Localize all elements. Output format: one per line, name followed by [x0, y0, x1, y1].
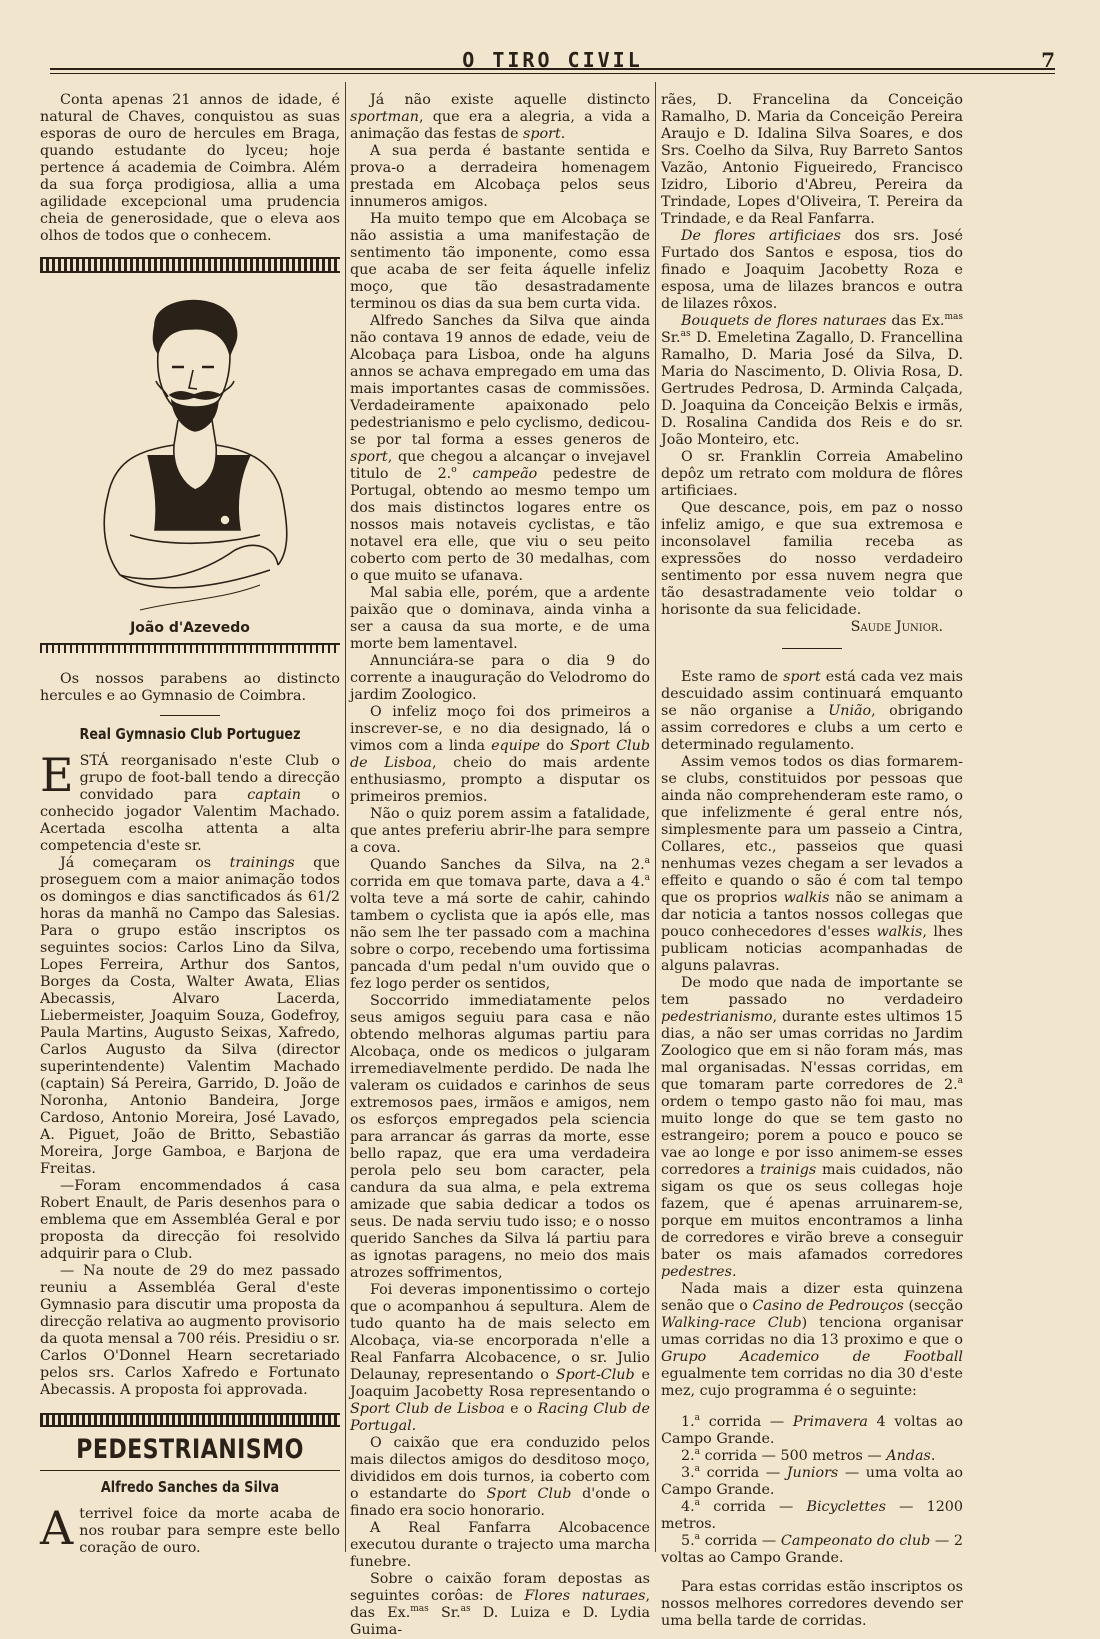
article-heading: Alfredo Sanches da Silva: [100, 1478, 280, 1496]
paragraph: rães, D. Francelina da Conceição Ramalho, D. Maria da Conceição Pereira Araujo e D. Idalina Silva Soares, e dos Srs. Coelho da Silva, Ruy Barreto Santos Vazão, Antonio Figueiredo, Francisco Izidro, Liborio d'Abreu, Pereira da Trindade, Lopes d'Oliveira, T. Pereira da Trindade, e da Real Fanfarra.: [661, 92, 963, 227]
paragraph: De modo que nada de importante se tem passado no verdadeiro pedestrianismo, durante estes ultimos 15 dias, a não ser umas corridas no Jardim Zoologico que em si não foram más, mas mal organisadas. N'essas corridas, em que tomaram parte corredores de 2.$^a$ ordem o tempo gasto não foi mau, mas muito longe do que se tem gasto no estrangeiro; porem a pouco e pouco se vae ao longe e por isso animem-se esses corredores a trainigs mais cuidados, não sigam os que os seus collegas hoje fazem, que é apenas arruinarem-se, porque em muitos encontramos a linha de corredores e virão breve a conseguir bater os mais afamados corredores pedestres.: [661, 975, 964, 1280]
paragraph: Soccorrido immediatamente pelos seus amigos seguiu para casa e não obtendo melhoras algumas partiu para Alcobaça, onde os medicos o julgaram irremediavelmente perdido. De nada lhe valeram os cuidados e carinhos de seus extremosos paes, irmãos e amigos, nem os esforços empregados pela sciencia para arrancar ás garras da morte, esse bello rapaz, que era uma verdadeira perola pelo seu bom caracter, pela candura da sua alma, e pela extrema amizade que sabia dedicar a todos os seus. De nada serviu tudo isso; e o nosso querido Sanches da Silva lá partiu para as ignotas paragens, no meio dos mais atrozes soffrimentos,: [350, 993, 650, 1281]
newspaper-title: O TIRO CIVIL: [462, 48, 643, 72]
short-rule: [160, 715, 220, 716]
drop-cap: E: [40, 748, 74, 802]
paragraph: Conta apenas 21 annos de idade, é natural de Chaves, conquistou as suas esporas de ouro de hercules em Braga, quando estudante do lyceu; hoje pertence á academia de Coimbra. Além da sua força prodigiosa, allia a uma agilidade excepcional uma prudencia cheia de generosidade, que o eleva aos olhos de todos que o conhecem.: [40, 92, 340, 244]
paragraph: De flores artificiaes dos srs. José Furtado dos Santos e esposa, tios do finado e Joaquim Jacobetty Roza e esposa, uma de lilazes brancos e outra de lilazes rôxos.: [661, 228, 964, 312]
race-item: 3.$^a$ corrida — Juniors — uma volta ao Campo Grande.: [661, 1464, 964, 1498]
paragraph: A sua perda é bastante sentida e prova-o a derradeira homenagem prestada em Alcobaça pelos seus innumeros amigos.: [350, 143, 650, 210]
paragraph: Alfredo Sanches da Silva que ainda não contava 19 annos de edade, veiu de Alcobaça para Lisboa, onde ha alguns annos se achava empregado em uma das mais importantes casas de commissões. Verdadeiramente apaixonado pelo pedestrianismo e pelo cyclismo, dedicou-se por tal forma a esses generos de sport, que chegou a alcançar o invejavel titulo de 2.$^o$ campeão pedestre de Portugal, obtendo ao mesmo tempo um dos mais distinctos logares entre os nossos mais notaveis cyclistas, e tão notavel era elle, que viu o seu peito coberto com perto de 30 medalhas, com o que muito se ufanava.: [350, 313, 651, 584]
portrait-illustration: [60, 285, 320, 620]
paragraph: Annunciára-se para o dia 9 do corrente a inauguração do Velodromo do jardim Zoologico.: [350, 653, 650, 703]
section-heading: Real Gymnasio Club Portuguez: [79, 725, 301, 743]
ornament-divider: [40, 643, 340, 653]
column-3: [661, 92, 963, 1630]
race-program-list: [661, 1414, 963, 1567]
race-item: 5.$^a$ corrida — Campeonato do club — 2 voltas ao Campo Grande.: [661, 1532, 963, 1566]
heading-rule: [40, 1470, 340, 1471]
column-divider: [345, 82, 346, 1552]
paragraph: O infeliz moço foi dos primeiros a inscrever-se, e no dia designado, lá o vimos com a linda equipe do Sport Club de Lisboa, cheio do mais ardente enthusiasmo, prompto a disputar os primeiros premios.: [350, 704, 650, 805]
man-portrait-icon: [60, 285, 320, 620]
paragraph: Os nossos parabens ao distincto hercules e ao Gymnasio de Coimbra.: [40, 671, 340, 704]
paragraph: Foi deveras imponentissimo o cortejo que o acompanhou á sepultura. Alem de tudo quanto ha de mais selecto em Alcobaça, via-se encorporada n'elle a Real Fanfarra Alcobacence, o sr. Julio Delaunay, representando o Sport-Club e Joaquim Jacobetty Rosa representando o Sport Club de Lisboa e o Racing Club de Portugal.: [350, 1282, 650, 1434]
race-item: 4.$^a$ corrida — Bicyclettes — 1200 metros.: [661, 1498, 963, 1532]
paragraph: Mal sabia elle, porém, que a ardente paixão que o dominava, ainda vinha a ser a causa da sua morte, e de uma morte bem lamentavel.: [350, 585, 650, 652]
page-number: 7: [1041, 48, 1055, 72]
signature: Saude Junior.: [850, 619, 943, 635]
paragraph: O caixão que era conduzido pelos mais dilectos amigos do desditoso moço, divididos em dois turnos, ia coberto com o estandarte do Sport Club d'onde o finado era socio honorario.: [350, 1435, 650, 1519]
paragraph: Que descance, pois, em paz o nosso infeliz amigo, e que sua extremosa e inconsolavel familia receba as expressões do nosso verdadeiro sentimento por essa nuvem negra que tão desastradamente veio toldar o horisonte da sua felicidade.: [661, 500, 963, 618]
paragraph: —Foram encommendados á casa Robert Enault, de Paris desenhos para o emblema que em Assembléa Geral e por proposta da direcção foi resolvido adquirir para o Club.: [40, 1178, 340, 1262]
paragraph: Ha muito tempo que em Alcobaça se não assistia a uma manifestação de sentimento tão imponente, como essa que acaba de ser feita áquelle infeliz moço, que tão desastradamente terminou os dias da sua bem curta vida.: [350, 211, 650, 312]
race-item: 2.$^a$ corrida — 500 metros — Andas.: [681, 1447, 936, 1464]
column-2: [350, 92, 650, 1639]
paragraph: Já não existe aquelle distincto sportman, que era a alegria, a vida a animação das festas de sport.: [350, 92, 650, 142]
drop-cap: A: [40, 1501, 74, 1555]
short-rule: [782, 648, 842, 649]
paragraph: Sobre o caixão foram depostas as seguintes corôas: de Flores naturaes, das Ex.$^{mas}$ Sr.$^{as}$ D. Luiza e D. Lydia Guima-: [350, 1571, 650, 1638]
paragraph: Bouquets de flores naturaes das Ex.$^{mas}$ Sr.$^{as}$ D. Emeletina Zagallo, D. Francellina Ramalho, D. Maria José da Silva, D. Maria do Nascimento, D. Olivia Rosa, D. Gertrudes Pedrosa, D. Arminda Calçada, D. Joaquina da Conceição Belxis e irmãs, D. Rosalina Candida dos Reis e do sr. João Monteiro, etc.: [661, 312, 963, 448]
header-rule: [50, 68, 1055, 70]
ornament-divider: [40, 1413, 340, 1427]
column-1: [40, 92, 340, 1557]
section-heading: PEDESTRIANISMO: [76, 1434, 304, 1465]
paragraph: Já começaram os trainings que proseguem com a maior animação todos os domingos e dias sanctificados ás 61/2 horas da manhã no Campo das Salesias. Para o grupo estão inscriptos os seguintes socios: Carlos Lino da Silva, Lopes Ferreira, Arthur dos Santos, Borges da Costa, Walter Awata, Elias Abecassis, Alvaro Lacerda, Liebermeister, Joaquim Souza, Godefroy, Paula Martins, Augusto Seixas, Xafredo, Carlos Augusto da Silva (director superintendente) Valentim Machado (captain) Sá Pereira, Garrido, D. João de Noronha, Antonio Bandeira, Jorge Cardoso, Antonio Moreira, José Lavado, A. Piguet, João de Britto, Sebastião Moreira, Jorge Gamboa, e Barjona de Freitas.: [40, 855, 340, 1177]
ornament-divider: [40, 257, 340, 273]
portrait-caption: João d'Azevedo: [130, 620, 250, 636]
paragraph: — Na noute de 29 do mez passado reuniu a Assembléa Geral d'este Gymnasio para discutir uma proposta da direcção relativa ao augmento provisorio da quota mensal a 700 réis. Presidiu o sr. Carlos O'Donnel Hearn secretariado pelos srs. Carlos Xafredo e Fortunato Abecassis. A proposta foi approvada.: [40, 1263, 340, 1398]
paragraph: Não o quiz porem assim a fatalidade, que antes preferiu abrir-lhe para sempre a cova.: [350, 806, 650, 856]
race-item: 1.$^a$ corrida — Primavera 4 voltas ao Campo Grande.: [661, 1413, 963, 1447]
paragraph: Aterrivel foice da morte acaba de nos roubar para sempre este bello coração de ouro.: [40, 1501, 340, 1556]
paragraph: Este ramo de sport está cada vez mais descuidado assim continuará emquanto se não organise a União, obrigando assim corredores e clubs a um certo e determinado regulamento.: [661, 669, 964, 753]
paragraph: Nada mais a dizer esta quinzena senão que o Casino de Pedrouços (secção Walking-race Club) tenciona organisar umas corridas no dia 13 proximo e que o Grupo Academico de Football egualmente tem corridas no dia 30 d'este mez, cujo programma é o seguinte:: [661, 1281, 964, 1399]
paragraph: Assim vemos todos os dias formarem-se clubs, constituidos por pessoas que ainda não comprehenderam este ramo, o que infelizmente é geral entre nós, simplesmente para um passeio a Cintra, Collares, etc., passeios que quasi nenhumas vezes chegam a ser levados a effeito e quando o são é com tal tempo que os proprios walkis não se animam a dar noticia a tantos nossos collegas que pouco conhecedores d'esses walkis, lhes publicam noticias acompanhadas de alguns palavras.: [661, 754, 964, 974]
column-divider: [655, 82, 656, 1552]
paragraph: Para estas corridas estão inscriptos os nossos melhores corredores devendo ser uma bella tarde de corridas.: [661, 1579, 963, 1629]
paragraph: O sr. Franklin Correia Amabelino depôz um retrato com moldura de flôres artificiaes.: [661, 449, 963, 499]
paragraph: Quando Sanches da Silva, na 2.$^a$ corrida em que tomava parte, dava a 4.$^a$ volta teve a má sorte de cahir, cahindo tambem o cyclista que ia após elle, mas não sem lhe ter passado com a machina sobre o corpo, recebendo uma fortissima pancada d'um pedal n'um ouvido que o fez logo perder os sentidos,: [350, 856, 650, 992]
paragraph: ESTÁ reorganisado n'este Club o grupo de foot-ball tendo a direcção convidado para captain o conhecido jogador Valentim Machado. Acertada escolha attenta a alta competencia d'este sr.: [40, 748, 340, 854]
paragraph: A Real Fanfarra Alcobacence executou durante o trajecto uma marcha funebre.: [350, 1520, 650, 1570]
header-rule-thin: [50, 73, 1055, 74]
